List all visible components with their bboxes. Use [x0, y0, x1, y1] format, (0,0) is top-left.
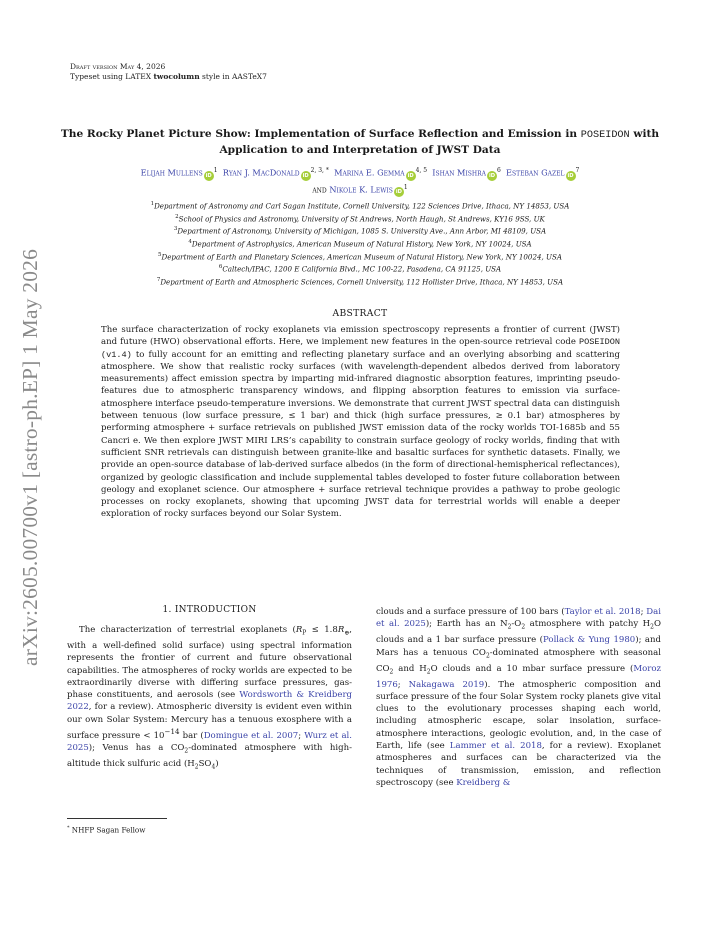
text: clouds and a surface pressure of 100 bars (: [376, 607, 565, 617]
paper-title: [40, 127, 680, 157]
affiliation-text: Department of Earth and Atmospheric Sciences, Cornell University, 112 Hollister Drive, Ithaca, NY 14853, USA: [160, 277, 564, 287]
footnote-divider: [67, 818, 167, 819]
orcid-icon[interactable]: iD: [205, 172, 212, 179]
citation-link[interactable]: Dai et al. 2025: [376, 607, 661, 630]
footnote-mark: *: [67, 825, 70, 831]
chem-sub: 2: [650, 624, 654, 631]
affiliation-sup: 4: [188, 238, 192, 245]
typeset-suffix: style in AASTeX7: [199, 72, 267, 81]
affiliation-text: School of Physics and Astronomy, University of St Andrews, North Haugh, St Andrews, KY16 9SS, UK: [178, 214, 545, 224]
title-code-name: POSEIDON: [580, 130, 630, 141]
text: -O: [511, 619, 522, 630]
affiliation: [40, 275, 680, 288]
orcid-icon[interactable]: iD: [407, 172, 414, 179]
orcid-icon[interactable]: iD: [302, 172, 309, 179]
abstract-heading: ABSTRACT: [332, 308, 388, 319]
chem-sub: 2: [194, 763, 199, 771]
affiliation-list: [40, 199, 680, 288]
affiliation-text: Caltech/IPAC, 1200 E California Blvd., MC 100-22, Pasadena, CA 91125, USA: [222, 264, 502, 274]
citation-link[interactable]: Moroz 1976: [376, 663, 661, 690]
affiliation: [40, 250, 680, 263]
title-part: The Rocky Planet Picture Show: Implementation of Surface Reflection and Emission in: [60, 128, 581, 140]
affiliation-sup: 5: [158, 251, 162, 258]
abstract-code: POSEIDON: [578, 337, 620, 348]
citation-link[interactable]: Nakagawa 2019: [408, 679, 485, 690]
affiliation-sup: 7: [156, 276, 161, 283]
math-sub: ⊕: [344, 629, 350, 637]
author-affil-sup: 2, 3, *: [310, 167, 329, 174]
text: ;: [397, 679, 409, 690]
title-line-2: Application to and Interpretation of JWST Data: [219, 144, 501, 156]
citation-link[interactable]: Domingue et al. 2007: [203, 730, 299, 741]
affiliation-text: Department of Earth and Planetary Sciences, American Museum of Natural History, New York, NY 10024, USA: [161, 251, 562, 261]
affiliation-text: Department of Astrophysics, American Museum of Natural History, New York, NY 10024, USA: [191, 239, 532, 249]
author-affil-sup: 4, 5: [415, 167, 428, 174]
author-affil-sup: 7: [575, 167, 580, 174]
author-name[interactable]: Ishan Mishra: [432, 167, 486, 178]
author-affil-sup: 1: [403, 183, 408, 191]
orcid-icon[interactable]: iD: [488, 172, 496, 179]
author-name[interactable]: Marina E. Gemma: [334, 167, 405, 178]
affiliation-sup: 2: [175, 213, 179, 220]
citation-link[interactable]: Kreidberg &: [456, 777, 511, 788]
affiliation-sup: 6: [218, 264, 223, 271]
citation-link[interactable]: Wurz et al. 2025: [67, 730, 352, 754]
affiliation-sup: 1: [150, 201, 155, 207]
author-name[interactable]: Elijah Mullens: [140, 167, 203, 178]
author-name[interactable]: Esteban Gazel: [506, 167, 565, 178]
chem-sub: 2: [389, 668, 394, 676]
intro-paragraph: [67, 624, 352, 774]
text: ≤ 1.8: [306, 625, 338, 635]
chem-sub: 4: [211, 763, 216, 771]
text: ). The atmospheric composition and surface pressure of the four Solar System rocky planets give vital clues to the evolutionary processes shaping each world, including atmospheric escape, solar insolation, surface-atmosphere interactions, geologic evolution, and, in the case of Earth, life (see: [376, 679, 661, 752]
text: ;: [640, 607, 647, 617]
text: ); Venus has a CO: [88, 743, 185, 754]
title-part: with: [629, 128, 660, 140]
arxiv-identifier-stamp: arXiv:2605.00700v1 [astro-ph.EP] 1 May 2026: [18, 248, 42, 666]
text: O clouds and a 10 mbar surface pressure (: [430, 663, 634, 674]
chem-sub: 2: [507, 624, 512, 631]
chem-sub: 2: [521, 624, 526, 631]
orcid-icon[interactable]: iD: [567, 172, 574, 179]
text: O clouds and a 1 bar surface pressure (: [376, 619, 661, 646]
typeset-style: twocolumn: [153, 72, 200, 81]
abstract-body: [101, 324, 620, 521]
citation-link[interactable]: Lammer et al. 2018: [449, 741, 542, 752]
body-column-left: [67, 624, 352, 774]
text: , with a well-defined solid surface) using spectral information represents the frontier of current and future observational capabilities. The atmospheres of rocky worlds are expected to be extraordinarily diverse with differing surface pressures, gas-phase constituents, and aerosols (see: [67, 625, 353, 701]
text: atmosphere with patchy H: [525, 619, 651, 630]
citation-link[interactable]: Pollack & Yung 1980: [543, 635, 636, 646]
latex-logo: LATEX: [125, 72, 152, 81]
text: ); and Mars has a tenuous CO: [376, 635, 661, 658]
text: , for a review). Exoplanet atmospheres and surfaces can be characterized via the techniques of transmission, emission, and reflection spectroscopy (see: [376, 741, 661, 788]
affiliation-text: Department of Astronomy, University of Michigan, 1085 S. University Ave., Ann Arbor, MI 48109, USA: [177, 226, 547, 236]
text: and H: [393, 663, 427, 674]
chem-sub: 2: [184, 747, 189, 755]
text: ;: [298, 730, 305, 741]
text: SO: [198, 759, 212, 770]
author-name[interactable]: Nikole K. Lewis: [329, 184, 393, 195]
author-list: [40, 164, 680, 197]
affiliation: [40, 224, 680, 237]
author-affil-sup: 1: [213, 167, 218, 174]
preprint-header: [70, 62, 267, 82]
affiliation: [40, 237, 680, 250]
draft-version: Draft version May 4, 2026: [70, 62, 166, 71]
text: bar (: [179, 730, 204, 741]
text: ); Earth has an N: [425, 619, 508, 630]
abstract-text: The surface characterization of rocky exoplanets via emission spectroscopy represents a frontier of current (JWST) and future (HWO) observational efforts. Here, we implement new features in the open-source retrieval code: [101, 325, 620, 348]
orcid-icon[interactable]: iD: [395, 189, 402, 196]
chem-sub: 2: [485, 652, 490, 660]
text: , for a review). Atmospheric diversity is evident even within our own Solar System: Mercury has a tenuous exosphere with a surface pressure < 10: [67, 702, 352, 741]
author-and: and: [312, 184, 327, 195]
chem-sub: 2: [426, 668, 431, 676]
abstract-code: (v1.4): [101, 349, 132, 360]
affiliation-text: Department of Astronomy and Carl Sagan Institute, Cornell University, 122 Sciences Drive, Ithaca, NY 14853, USA: [154, 201, 570, 211]
author-affil-sup: 6: [497, 167, 501, 174]
citation-link[interactable]: Wordsworth & Kreidberg 2022: [67, 690, 352, 713]
math-sup: −14: [164, 727, 180, 737]
math: R: [337, 625, 345, 635]
citation-link[interactable]: Taylor et al. 2018: [564, 607, 641, 617]
text: ): [215, 759, 219, 770]
text: -dominated atmosphere with seasonal CO: [376, 647, 661, 674]
affiliation: [40, 199, 680, 212]
footnote: [67, 825, 145, 834]
typeset-line: [70, 72, 267, 82]
text: -dominated atmosphere with high-altitude thick sulfuric acid (H: [67, 743, 352, 770]
affiliation: [40, 262, 680, 275]
author-name[interactable]: Ryan J. MacDonald: [222, 167, 300, 178]
typeset-prefix: Typeset using: [70, 72, 126, 81]
body-column-right: [376, 606, 661, 789]
footnote-text: NHFP Sagan Fellow: [71, 825, 146, 835]
math-sub: P: [302, 629, 307, 637]
abstract-text: to fully account for an emitting and reflecting planetary surface and an overlying absorbing and scattering atmosphere. We show that realistic rocky surfaces (with wavelength-dependent albedos derived from laboratory measurements) affect emission spectra by imparting mid-infrared diagnostic absorption features, imprinting pseudo-features due to atmospheric transparency windows, and flipping absorption features to emission via surface-atmosphere interface pseudo-temperature inversions. We demonstrate that current JWST spectral data can distinguish between tenuous (low surface pressure, ≤ 1 bar) and thick (high surface pressures, ≥ 0.1 bar) atmospheres by performing atmosphere + surface retrievals on published JWST emission data of the rocky worlds TOI-1685b and 55 Cancri e. We then explore JWST MIRI LRS’s capability to constrain surface geology of rocky worlds, finding that with sufficient SNR retrievals can distinguish between granite-like and basaltic surfaces for synthetic datasets. Finally, we provide an open-source database of lab-derived surface albedos (in the form of directional-hemispherical reflectances), organized by geologic classification and include supplemental tables developed to foster future collaboration between geology and exoplanet science. Our atmosphere + surface retrieval technique provides a pathway to probe geologic processes on rocky exoplanets, showing that upcoming JWST data for terrestrial worlds will enable a deeper exploration of rocky surfaces beyond our Solar System.: [101, 349, 620, 520]
section-heading-introduction: 1. INTRODUCTION: [162, 605, 257, 615]
math: R: [295, 625, 303, 635]
affiliation: [40, 212, 680, 225]
affiliation-sup: 3: [173, 226, 178, 233]
text: The characterization of terrestrial exoplanets (: [79, 625, 296, 635]
